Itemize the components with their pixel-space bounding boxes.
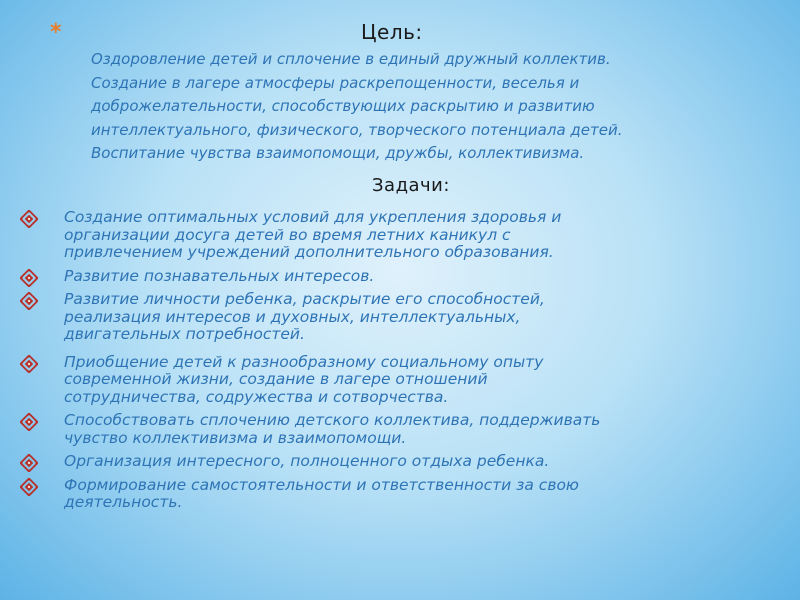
ornament-bullet-icon (20, 292, 38, 310)
task-line: Создание оптимальных условий для укрепления здоровья и (64, 208, 562, 226)
task-line: Приобщение детей к разнообразному социальному опыту (64, 352, 544, 371)
tasks-title: Задачи: (372, 175, 450, 196)
task-item (20, 453, 790, 471)
task-line: сотрудничества, содружества и сотворчества. (64, 387, 449, 406)
goal-text (91, 48, 791, 166)
task-line: Организация интересного, полноценного отдыха ребенка. (64, 452, 550, 470)
asterisk-icon: * (50, 20, 62, 45)
task-item (20, 412, 790, 447)
task-item (20, 354, 790, 407)
ornament-bullet-icon (20, 454, 38, 472)
goal-line: доброжелательности, способствующих раскрытию и развитию (91, 97, 595, 115)
ornament-bullet-icon (20, 478, 38, 496)
task-line: организации досуга детей во время летних каникул с (64, 225, 511, 244)
task-line: Развитие познавательных интересов. (64, 266, 375, 285)
task-item (20, 477, 790, 512)
task-line: Способствовать сплочению детского коллектива, поддерживать (64, 411, 601, 429)
ornament-bullet-icon (20, 355, 38, 373)
task-line: реализация интересов и духовных, интеллектуальных, (64, 307, 521, 326)
goal-line: Оздоровление детей и сплочение в единый дружный коллектив. (91, 50, 611, 68)
ornament-bullet-icon (20, 413, 38, 431)
task-line: деятельность. (64, 493, 183, 511)
task-line: Развитие личности ребенка, раскрытие его способностей, (64, 290, 545, 308)
task-item (20, 291, 790, 344)
task-line: Формирование самостоятельности и ответственности за свою (64, 475, 579, 494)
task-line: привлечением учреждений дополнительного образования. (64, 243, 554, 261)
task-line: современной жизни, создание в лагере отношений (64, 370, 488, 388)
task-list (20, 209, 790, 512)
task-item (20, 209, 790, 262)
goal-line: Воспитание чувства взаимопомощи, дружбы, коллективизма. (91, 144, 585, 162)
goal-title: Цель: (361, 20, 423, 44)
ornament-bullet-icon (20, 210, 38, 228)
ornament-bullet-icon (20, 269, 38, 287)
goal-line: Создание в лагере атмосферы раскрепощенности, веселья и (91, 73, 580, 92)
task-line: двигательных потребностей. (64, 325, 305, 343)
goal-line: интеллектуального, физического, творческого потенциала детей. (91, 120, 623, 139)
task-line: чувство коллективизма и взаимопомощи. (64, 428, 407, 447)
task-item (20, 268, 790, 286)
